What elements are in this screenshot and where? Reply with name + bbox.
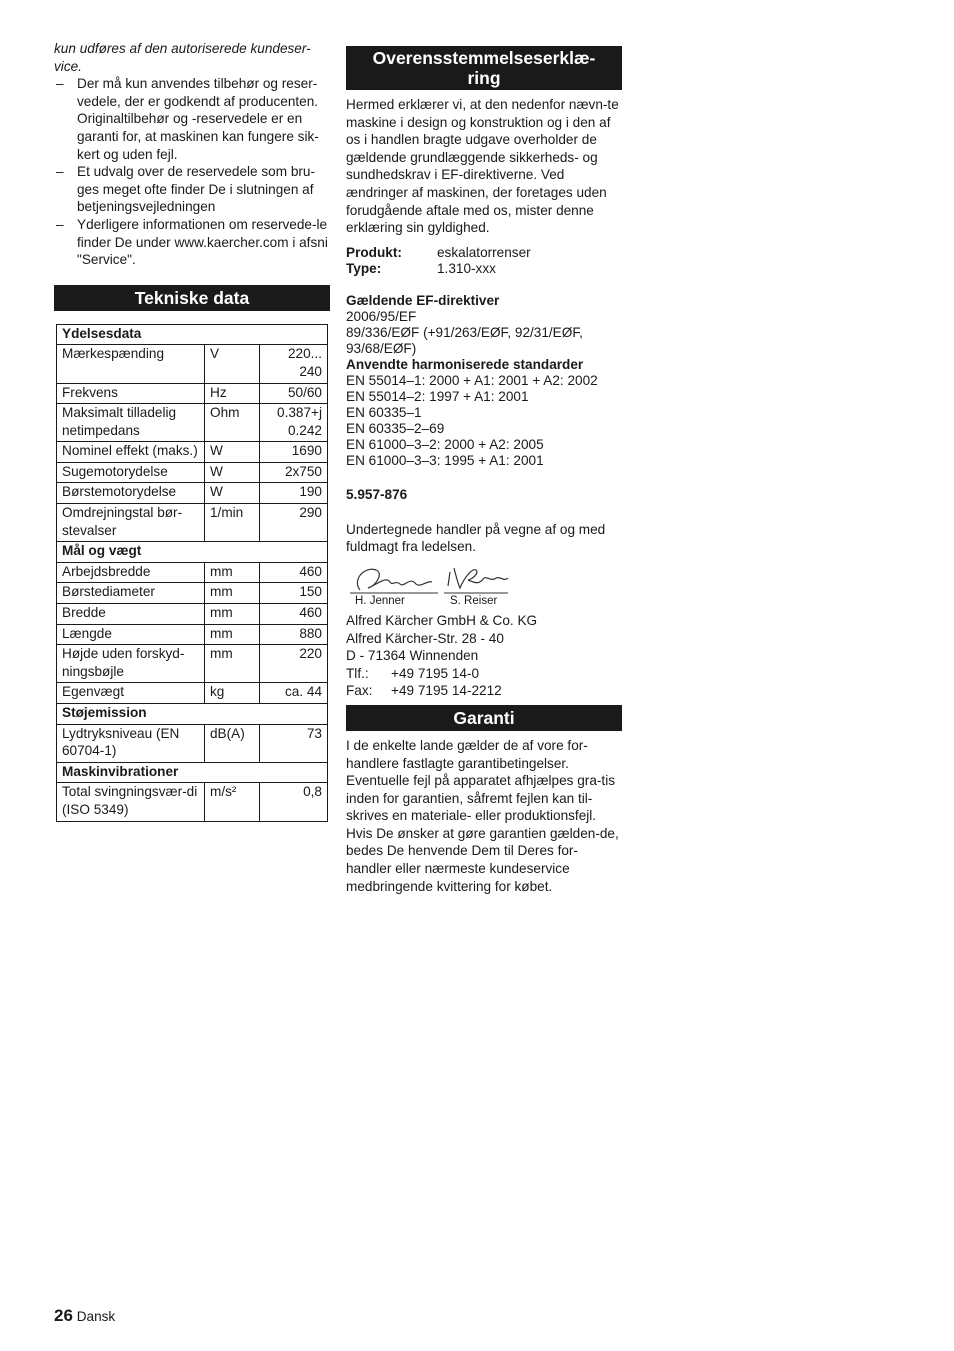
standard-item: EN 55014–2: 1997 + A1: 2001 [346,388,529,404]
list-item-text: Et udvalg over de reservedele som bru-ges meget ofte finder De i slutningen af betjeningsvejledningen [77,164,316,215]
row-label: Frekvens [57,383,205,404]
product-label: Produkt: [346,244,402,260]
row-unit: Hz [205,383,260,404]
table-row [57,624,328,645]
row-unit: W [205,462,260,483]
list-item-text: Der må kun anvendes tilbehør og reser-vedele, der er godkendt af producenten. Originaltilbehør og -reservedele er en garanti for, at maskinen kan fungere sik-kert og uden fejl. [77,76,319,162]
signed-text: Undertegnede handler på vegne af og med fuldmagt fra ledelsen. [346,521,606,555]
fax-value: +49 7195 14-2212 [391,683,502,699]
table-row [57,583,328,604]
row-value: 460 [260,604,328,625]
company-street: Alfred Kärcher-Str. 28 - 40 [346,630,504,646]
row-value: 73 [260,724,328,762]
row-unit: mm [205,624,260,645]
row-unit: mm [205,645,260,683]
row-value: 220... 240 [260,345,328,383]
row-value: 880 [260,624,328,645]
table-row [57,562,328,583]
page-footer [54,1307,115,1326]
group-performance: Ydelsesdata [57,324,328,345]
row-unit: mm [205,562,260,583]
phone-label: Tlf.: [346,665,369,681]
standard-item: EN 61000–3–2: 2000 + A2: 2005 [346,436,544,452]
page-number: 26 [54,1306,73,1325]
table-row [57,462,328,483]
row-label: Børstemotorydelse [57,483,205,504]
row-value: 460 [260,562,328,583]
fax-row [346,682,622,700]
table-row [57,383,328,404]
left-column [54,40,330,822]
row-label: Længde [57,624,205,645]
row-unit: V [205,345,260,383]
table-group-row [57,762,328,783]
company-city: D - 71364 Winnenden [346,648,479,664]
row-value: 50/60 [260,383,328,404]
signature-image [346,562,526,596]
signer-2-name: S. Reiser [450,594,498,607]
table-row [57,724,328,762]
list-item-text: Yderligere informationen om reservede-le finder De under www.kaercher.com i afsni "Service". [77,216,328,268]
directive-item: 89/336/EØF (+91/263/EØF, 92/31/EØF, 93/68/EØF) [346,324,583,356]
row-label: Børstediameter [57,583,205,604]
row-value: ca. 44 [260,683,328,704]
row-label: Lydtryksniveau (EN 60704-1) [57,724,205,762]
table-row [57,442,328,463]
declaration-heading [346,46,622,90]
table-row [57,683,328,704]
row-unit: dB(A) [205,724,260,762]
row-label: Mærkespænding [57,345,205,383]
row-label: Egenvægt [57,683,205,704]
declaration-text: Hermed erklærer vi, at den nedenfor nævn-te maskine i design og konstruktion og i den af os i handlen bragte udgave overholder de gældende grundlæggende sikkerheds- og sundhedskrav i EF-direktiverne. Ved ændringer af maskinen, der foretages uden forudgående aftale med os, mister denne erklæring sin gyldighed. [346,97,619,236]
product-info [346,245,531,277]
directives-title: Gældende EF-direktiver [346,292,500,308]
table-row [57,483,328,504]
declaration-heading-line-1: Overensstemmelseserklæ- [372,48,596,68]
intro-italic-text: kun udføres af den autoriserede kundeser-vice. [54,41,311,74]
row-value: 290 [260,504,328,542]
type-label: Type: [346,260,382,276]
row-value: 2x750 [260,462,328,483]
phone-value: +49 7195 14-0 [391,665,480,681]
row-value: 1690 [260,442,328,463]
footer-language: Dansk [76,1309,116,1324]
row-unit: W [205,442,260,463]
table-row [57,504,328,542]
right-column [346,46,622,895]
declaration-heading-line-2: ring [467,68,501,88]
accessories-list [54,75,330,269]
product-row [346,245,531,261]
row-label: Sugemotorydelse [57,462,205,483]
row-value: 190 [260,483,328,504]
phone-row [346,665,622,683]
dash-marker: – [56,164,64,180]
group-dimensions: Mål og vægt [57,542,328,563]
row-label: Arbejdsbredde [57,562,205,583]
table-row [57,345,328,383]
table-row [57,783,328,821]
tech-data-heading: Tekniske data [54,285,330,311]
warranty-text: I de enkelte lande gælder de af vore for-handlere fastlagte garantibetingelser. Eventuelle fejl på apparatet afhjælpes gra-tis inden for garantien, såfremt fejlen kan til-skrives en materiale- eller produktionsfejl. Hvis De ønsker at gøre garantien gælden-de, bedes De henvende Dem til Deres for-handler eller nærmeste kundeservice medbringende kvittering for købet. [346,737,619,894]
row-value: 150 [260,583,328,604]
table-group-row [57,324,328,345]
list-item [54,163,330,216]
row-unit: kg [205,683,260,704]
dash-marker: – [56,76,64,92]
row-value: 0.387+j 0.242 [260,404,328,442]
row-label: Omdrejningstal bør-stevalser [57,504,205,542]
row-label: Nominel effekt (maks.) [57,442,205,463]
fax-label: Fax: [346,683,373,699]
document-number: 5.957-876 [346,486,408,502]
standard-item: EN 61000–3–3: 1995 + A1: 2001 [346,452,544,468]
list-item [54,75,330,163]
row-unit: m/s² [205,783,260,821]
row-label: Bredde [57,604,205,625]
row-label: Total svingningsvær-di (ISO 5349) [57,783,205,821]
row-unit: mm [205,583,260,604]
standard-item: EN 60335–1 [346,404,422,420]
group-noise: Støjemission [57,704,328,725]
table-row [57,645,328,683]
table-row [57,604,328,625]
warranty-heading: Garanti [346,705,622,731]
type-value: 1.310-xxx [437,260,496,276]
row-label: Højde uden forskyd-ningsbøjle [57,645,205,683]
table-row [57,404,328,442]
company-address [346,612,622,700]
row-unit: W [205,483,260,504]
signature-block [346,562,622,612]
product-value: eskalatorrenser [437,244,531,260]
row-value: 220 [260,645,328,683]
row-label: Maksimalt tilladelig netimpedans [57,404,205,442]
tech-data-table [56,324,328,822]
company-name: Alfred Kärcher GmbH & Co. KG [346,612,538,628]
standard-item: EN 60335–2–69 [346,420,445,436]
row-unit: Ohm [205,404,260,442]
standard-item: EN 55014–1: 2000 + A1: 2001 + A2: 2002 [346,372,598,388]
standards-title: Anvendte harmoniserede standarder [346,356,584,372]
type-row [346,261,531,277]
directives-block [346,293,622,469]
directive-item: 2006/95/EF [346,308,417,324]
row-value: 0,8 [260,783,328,821]
group-vibration: Maskinvibrationer [57,762,328,783]
row-unit: mm [205,604,260,625]
signer-1-name: H. Jenner [355,594,405,607]
row-unit: 1/min [205,504,260,542]
dash-marker: – [56,216,64,232]
table-group-row [57,704,328,725]
list-item [54,216,330,269]
table-group-row [57,542,328,563]
